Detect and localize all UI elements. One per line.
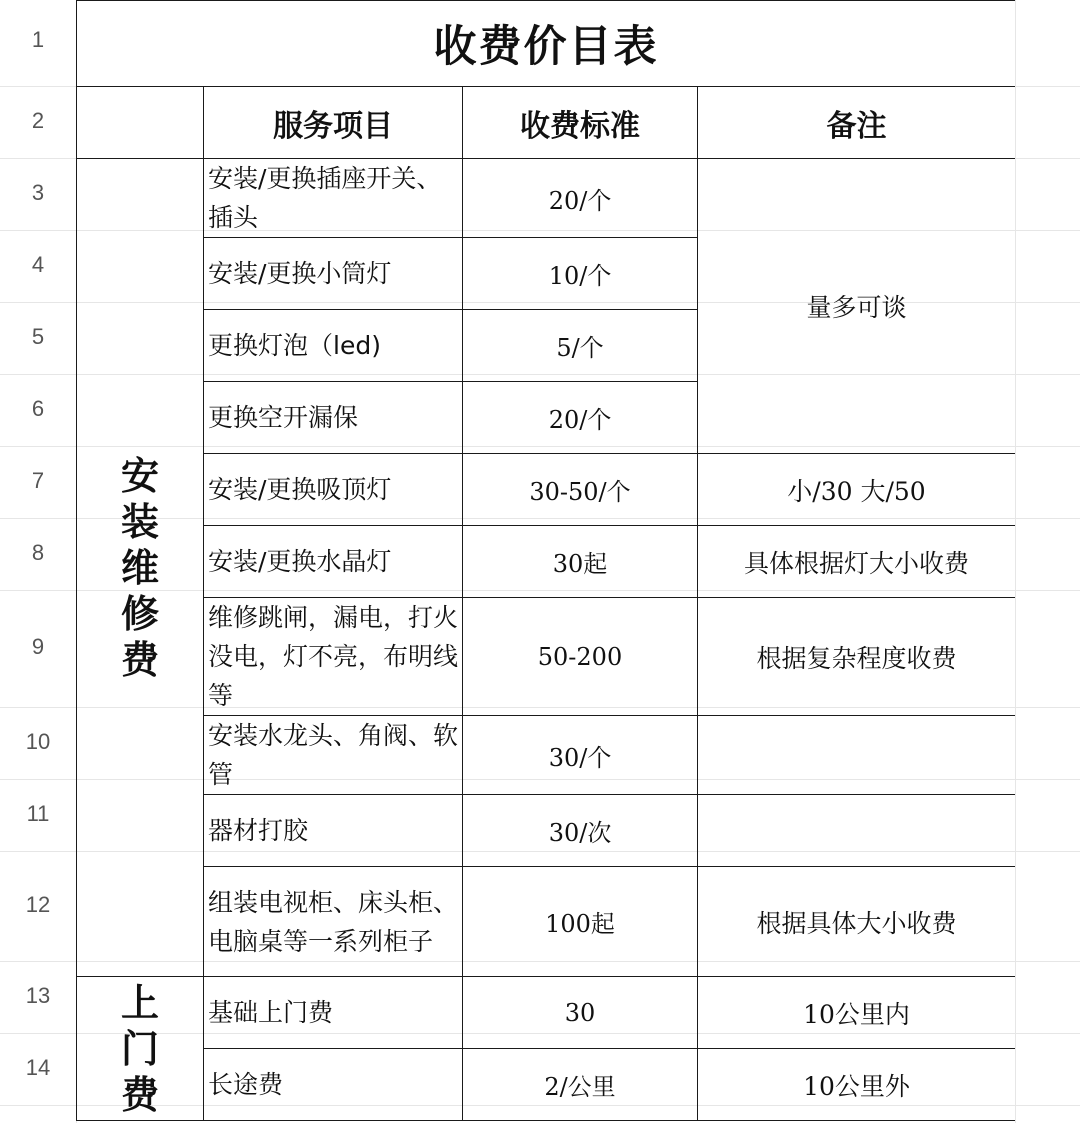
note-cell[interactable]: 根据具体大小收费 [698,867,1016,977]
row-number[interactable]: 6 [31,396,45,421]
note-cell[interactable] [698,716,1016,795]
service-cell[interactable]: 安装/更换插座开关、插头 [204,159,463,238]
note-cell[interactable]: 10公里外 [698,1049,1016,1121]
price-cell[interactable]: 10/个 [463,238,698,310]
price-cell[interactable]: 30/次 [463,795,698,867]
price-cell[interactable]: 20/个 [463,159,698,238]
header-service[interactable]: 服务项目 [204,87,463,159]
category-visit[interactable] [77,977,204,1121]
note-cell[interactable] [698,795,1016,867]
category-repair-label: 安装维修费 [120,453,159,682]
price-cell[interactable]: 30-50/个 [463,454,698,526]
service-cell[interactable]: 更换灯泡（led) [204,310,463,382]
header-note[interactable]: 备注 [698,87,1016,159]
row-number[interactable]: 11 [26,801,50,826]
row-number[interactable]: 2 [31,108,45,133]
row-number[interactable]: 14 [25,1055,51,1080]
price-table [76,0,1016,1121]
note-cell[interactable]: 10公里内 [698,977,1016,1049]
header-price[interactable]: 收费标准 [463,87,698,159]
row-number[interactable]: 4 [31,252,45,277]
service-cell[interactable]: 基础上门费 [204,977,463,1049]
row-number[interactable]: 7 [31,468,45,493]
service-cell[interactable]: 安装/更换小筒灯 [204,238,463,310]
row-number[interactable]: 9 [31,634,45,659]
row-number[interactable]: 8 [31,540,45,565]
price-cell[interactable]: 100起 [463,867,698,977]
service-cell[interactable]: 安装水龙头、角阀、软管 [204,716,463,795]
category-visit-label: 上门费 [120,980,159,1117]
price-cell[interactable]: 30 [463,977,698,1049]
service-cell[interactable]: 器材打胶 [204,795,463,867]
price-cell[interactable]: 50-200 [463,598,698,716]
service-cell[interactable]: 维修跳闸，漏电，打火没电，灯不亮，布明线等 [204,598,463,716]
row-number[interactable]: 5 [31,324,45,349]
service-cell[interactable]: 长途费 [204,1049,463,1121]
price-cell[interactable]: 30/个 [463,716,698,795]
row-number[interactable]: 13 [25,983,51,1008]
category-repair[interactable] [77,159,204,977]
row-number[interactable]: 10 [25,729,51,754]
note-cell[interactable]: 小/30 大/50 [698,454,1016,526]
service-cell[interactable]: 组装电视柜、床头柜、电脑桌等一系列柜子 [204,867,463,977]
price-cell[interactable]: 2/公里 [463,1049,698,1121]
row-number[interactable]: 12 [25,892,51,917]
table-title[interactable]: 收费价目表 [77,1,1016,87]
column-gridline [1015,0,1016,1123]
price-cell[interactable]: 5/个 [463,310,698,382]
service-cell[interactable]: 安装/更换水晶灯 [204,526,463,598]
price-cell[interactable]: 20/个 [463,382,698,454]
note-cell[interactable]: 根据复杂程度收费 [698,598,1016,716]
price-cell[interactable]: 30起 [463,526,698,598]
row-number[interactable]: 1 [31,27,45,52]
header-blank-cell[interactable] [77,87,204,159]
service-cell[interactable]: 安装/更换吸顶灯 [204,454,463,526]
service-cell[interactable]: 更换空开漏保 [204,382,463,454]
row-number[interactable]: 3 [31,180,45,205]
note-cell[interactable]: 具体根据灯大小收费 [698,526,1016,598]
note-cell-merged[interactable]: 量多可谈 [698,159,1016,454]
